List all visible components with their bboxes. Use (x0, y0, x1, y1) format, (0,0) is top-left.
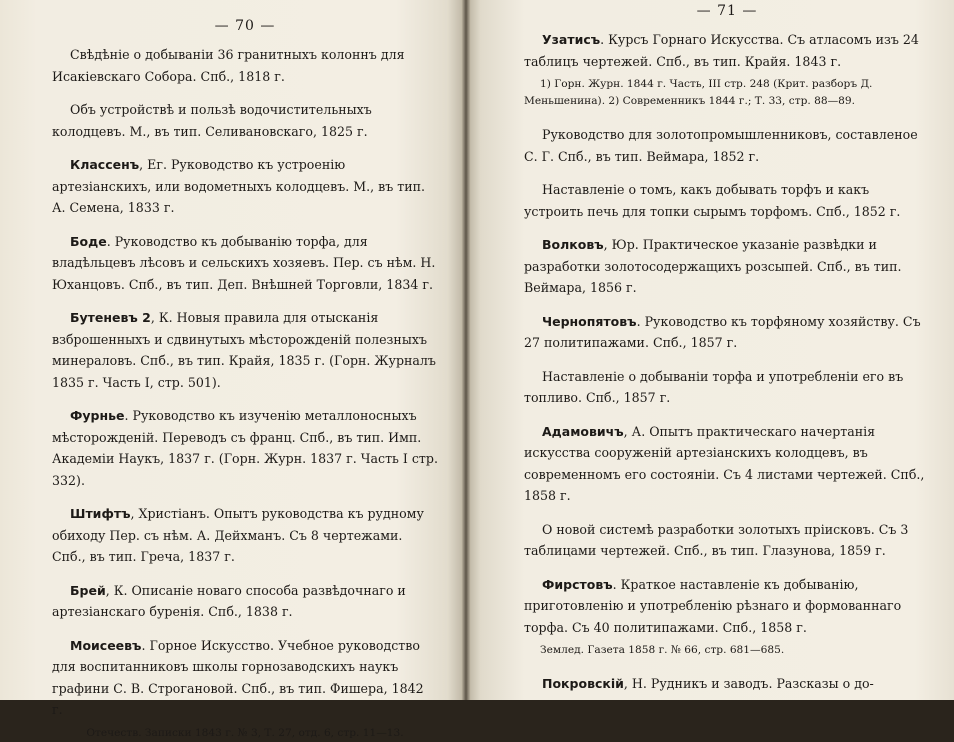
entry-note: 1) Горн. Журн. 1844 г. Часть, III стр. 248 (Крит. разборъ Д. Меньшенина). 2) Современникъ 1844 г.; Т. 33, стр. 88—89. (524, 78, 873, 107)
bibliography-entry (52, 231, 438, 296)
entry-text: Наставленіе о томъ, какъ добывать торфъ и какъ устроить печь для топки сырымъ торфомъ. Спб., 1852 г. (524, 182, 901, 219)
bibliography-entry (524, 574, 930, 639)
entry-author: Моисеевъ (70, 637, 142, 653)
entry-list (52, 44, 438, 721)
bibliography-entry (524, 234, 930, 299)
bibliography-entry (524, 311, 930, 354)
bibliography-entry (52, 307, 438, 393)
entry-author: Фирстовъ (542, 576, 613, 592)
entry-text: . Горное Искусство. Учебное руководство для воспитанниковъ школы горнозаводскихъ наукъ графини С. В. Строгановой. Спб., въ тип. Фишера, 1842 г. (52, 637, 424, 717)
bibliography-entry (524, 124, 930, 167)
entry-author: Классенъ (70, 157, 140, 172)
entry-text: . Курсъ Горнаго Искусства. Съ атласомъ изъ 24 таблицъ чертежей. Спб., въ тип. Крайя. 1843 г. (524, 32, 919, 69)
bibliography-entry (52, 154, 438, 219)
entry-list (524, 29, 930, 695)
bibliography-entry (52, 44, 438, 87)
entry-text: Руководство для золотопромышленниковъ, составленое С. Г. Спб., въ тип. Веймара, 1852 г. (524, 127, 918, 164)
bibliography-entry (524, 519, 930, 562)
entry-author: Волковъ (542, 237, 604, 252)
bibliography-entry (524, 29, 930, 72)
bibliography-entry (524, 421, 930, 507)
bibliography-entry (52, 580, 438, 623)
entry-text: . Руководство къ изученію металлоносныхъ мѣсторожденій. Переводъ съ франц. Спб., въ тип. Имп. Академіи Наукъ, 1837 г. (Горн. Журн. 1837 г. Часть I стр. 332). (52, 408, 438, 488)
bibliography-entry (524, 366, 930, 409)
entry-note: Землед. Газета 1858 г. № 66, стр. 681—685. (540, 644, 785, 656)
entry-author: Боде (70, 233, 107, 249)
entry-author: Фурнье (70, 408, 125, 423)
bibliography-entry (52, 99, 438, 142)
entry-text: Объ устройствѣ и пользѣ водочистительныхъ колодцевъ. М., въ тип. Селивановскаго, 1825 г. (52, 102, 372, 139)
entry-author: Бутеневъ 2 (70, 310, 151, 325)
entry-text: , А. Опытъ практическаго начертанія искусства сооруженій артезіанскихъ колодцевъ, въ современномъ его состояніи. Съ 4 листами чертежей. Спб., 1858 г. (524, 423, 925, 503)
entry-text: Наставленіе о добываніи торфа и употребленіи его въ топливо. Спб., 1857 г. (524, 368, 904, 405)
entry-text: , Христіанъ. Опытъ руководства къ рудному обиходу Пер. съ нѣм. А. Дейхманъ. Съ 8 чертежами. Спб., въ тип. Греча, 1837 г. (52, 506, 424, 564)
entry-author: Штифтъ (70, 506, 131, 521)
entry-text: О новой системѣ разработки золотыхъ пріисковъ. Съ 3 таблицами чертежей. Спб., въ тип. Глазунова, 1859 г. (524, 521, 909, 558)
entry-text: , К. Новыя правила для отысканія взброшенныхъ и сдвинутыхъ мѣсторожденій полезныхъ минераловъ. Спб., въ тип. Крайя, 1835 г. (Горн. Журналъ 1835 г. Часть I, стр. 501). (52, 310, 436, 390)
entry-author: Узатисъ (542, 32, 601, 47)
entry-author: Покровскій (542, 676, 624, 691)
right-page (466, 0, 954, 700)
entry-author: Адамовичъ (542, 423, 624, 439)
bibliography-entry (524, 673, 930, 695)
bibliography-entry (52, 503, 438, 568)
entry-text: , Н. Рудникъ и заводъ. Разсказы о до- (623, 676, 874, 691)
entry-text: , Юр. Практическое указаніе развѣдки и разработки золотосодержащихъ розсыпей. Спб., въ тип. Веймара, 1856 г. (524, 237, 902, 295)
entry-text: , Ег. Руководство къ устроенію артезіанскихъ, или водометныхъ колодцевъ. М., въ тип. А. Семена, 1833 г. (52, 157, 425, 215)
bibliography-entry (52, 635, 438, 721)
page-number: — 71 — (696, 3, 758, 19)
left-page (0, 0, 466, 739)
bibliography-entry (524, 179, 930, 222)
bibliography-entry (52, 405, 438, 491)
entry-text: , К. Описаніе новаго способа развѣдочнаго и артезіанскаго буренія. Спб., 1838 г. (52, 582, 406, 619)
page-number: — 70 — (214, 18, 276, 34)
entry-text: . Руководство къ торфяному хозяйству. Съ 27 политипажами. Спб., 1857 г. (524, 313, 921, 350)
entry-text: . Краткое наставленіе къ добыванію, приготовленію и употребленію рѣзнаго и формованнаго торфа. Съ 40 политипажами. Спб., 1858 г. (524, 576, 902, 635)
footnote: Отечеств. Записки 1843 г. № 3, Т. 27, отд. 6, стр. 11—13. (86, 726, 404, 739)
entry-text: Свѣдѣніе о добываніи 36 гранитныхъ колоннъ для Исакіевскаго Собора. Спб., 1818 г. (52, 47, 405, 84)
entry-author: Брей (70, 582, 106, 598)
entry-text: . Руководство къ добыванію торфа, для владѣльцевъ лѣсовъ и сельскихъ хозяевъ. Пер. съ нѣм. Н. Юханцовъ. Спб., въ тип. Деп. Внѣшней Торговли, 1834 г. (52, 233, 436, 292)
book-gutter (461, 0, 471, 700)
entry-author: Чернопятовъ (542, 313, 637, 329)
